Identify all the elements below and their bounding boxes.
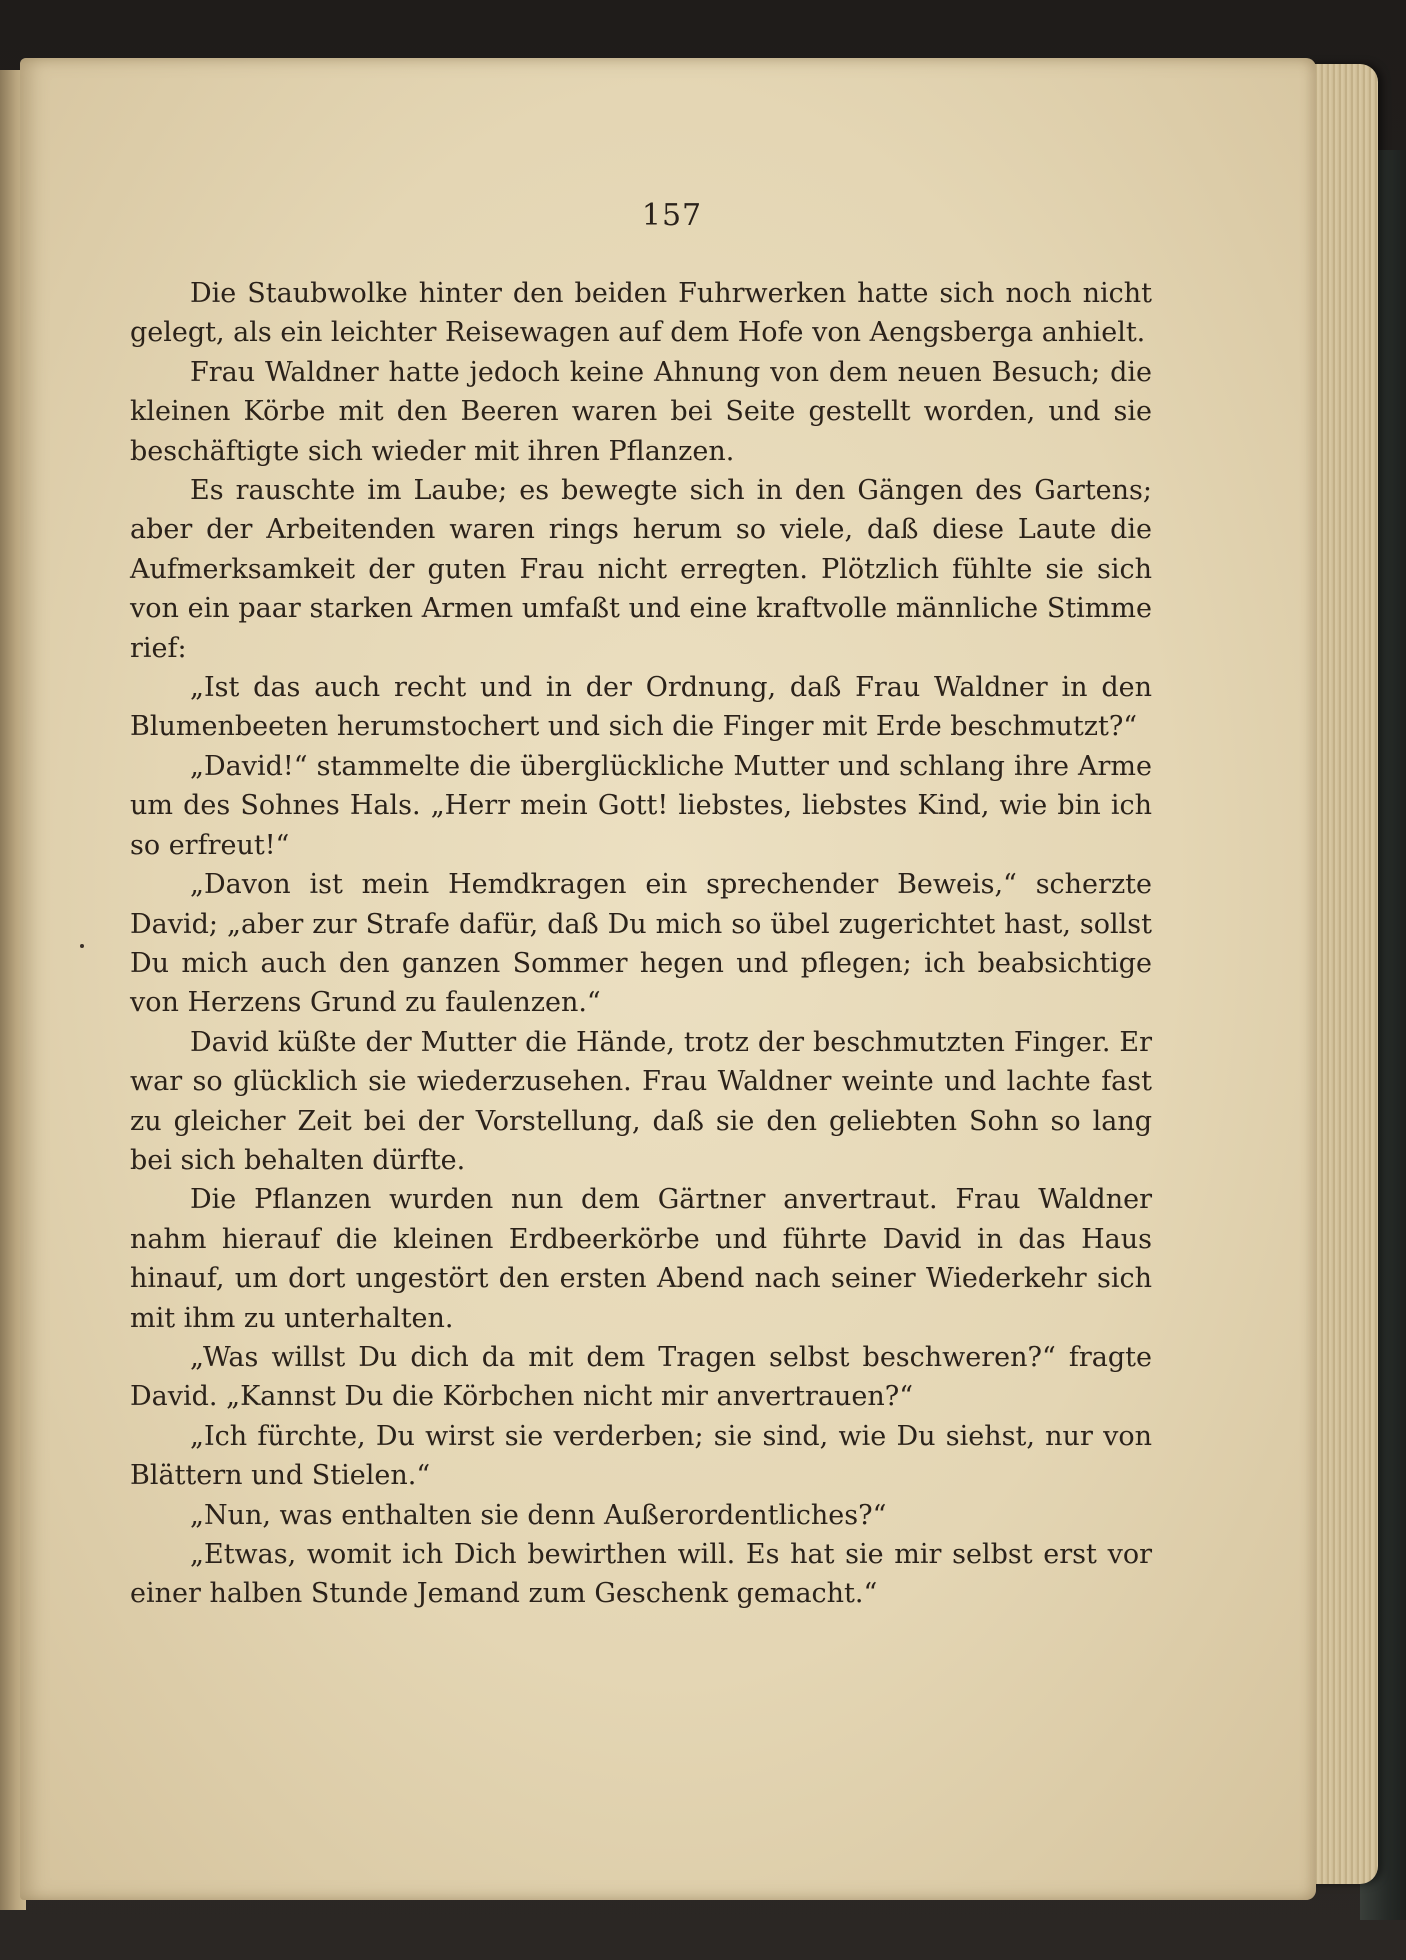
book-page bbox=[20, 58, 1316, 1900]
paragraph: „Etwas, womit ich Dich bewirthen will. Es hat sie mir selbst erst vor einer halben Stunde Jemand zum Geschenk gemacht.“ bbox=[130, 1539, 1152, 1610]
paragraph: Es rauschte im Laube; es bewegte sich in den Gängen des Gartens; aber der Arbeitenden waren rings herum so viele, daß diese Laute die Aufmerksamkeit der guten Frau nicht erregten. Plötzlich fühlte sie sich von ein paar starken Armen umfaßt und eine kraftvolle männliche Stimme rief: bbox=[130, 475, 1152, 664]
paragraph: „Was willst Du dich da mit dem Tragen selbst beschweren?“ fragte David. „Kannst Du die Körbchen nicht mir anvertrauen?“ bbox=[130, 1341, 1152, 1413]
paragraph: „Nun, was enthalten sie denn Außerordentliches?“ bbox=[190, 1499, 887, 1531]
body-text bbox=[130, 274, 1152, 1614]
paragraph: „Ist das auch recht und in der Ordnung, daß Frau Waldner in den Blumenbeeten herumstochert und sich die Finger mit Erde beschmutzt?“ bbox=[130, 672, 1152, 743]
paragraph: Frau Waldner hatte jedoch keine Ahnung von dem neuen Besuch; die kleinen Körbe mit den Beeren waren bei Seite gestellt worden, und sie beschäftigte sich wieder mit ihren Pflanzen. bbox=[130, 356, 1152, 467]
paragraph: „David!“ stammelte die überglückliche Mutter und schlang ihre Arme um des Sohnes Hals. „Herr mein Gott! liebstes, liebstes Kind, wie bin ich so erfreut!“ bbox=[130, 750, 1152, 861]
ink-speck bbox=[80, 944, 84, 948]
paragraph: Die Pflanzen wurden nun dem Gärtner anvertraut. Frau Waldner nahm hierauf die kleinen Erdbeerkörbe und führte David in das Haus hinauf, um dort ungestört den ersten Abend nach seiner Wiederkehr sich mit ihm zu unterhalten. bbox=[130, 1184, 1152, 1334]
paragraph: David küßte der Mutter die Hände, trotz der beschmutzten Finger. Er war so glücklich sie wiederzusehen. Frau Waldner weinte und lachte fast zu gleicher Zeit bei der Vorstellung, daß sie den geliebten Sohn so lang bei sich behalten dürfte. bbox=[130, 1026, 1152, 1176]
paragraph: Die Staubwolke hinter den beiden Fuhrwerken hatte sich noch nicht gelegt, als ein leichter Reisewagen auf dem Hofe von Aengsberga anhielt. bbox=[130, 278, 1152, 349]
paragraph: „Davon ist mein Hemdkragen ein sprechender Beweis,“ scherzte David; „aber zur Strafe dafür, daß Du mich so übel zugerichtet hast, sollst Du mich auch den ganzen Sommer hegen und pflegen; ich beabsichtige von Herzens Grund zu faulenzen.“ bbox=[130, 869, 1152, 1019]
page-number: 157 bbox=[641, 198, 703, 233]
paragraph: „Ich fürchte, Du wirst sie verderben; sie sind, wie Du siehst, nur von Blättern und Stielen.“ bbox=[130, 1420, 1152, 1492]
